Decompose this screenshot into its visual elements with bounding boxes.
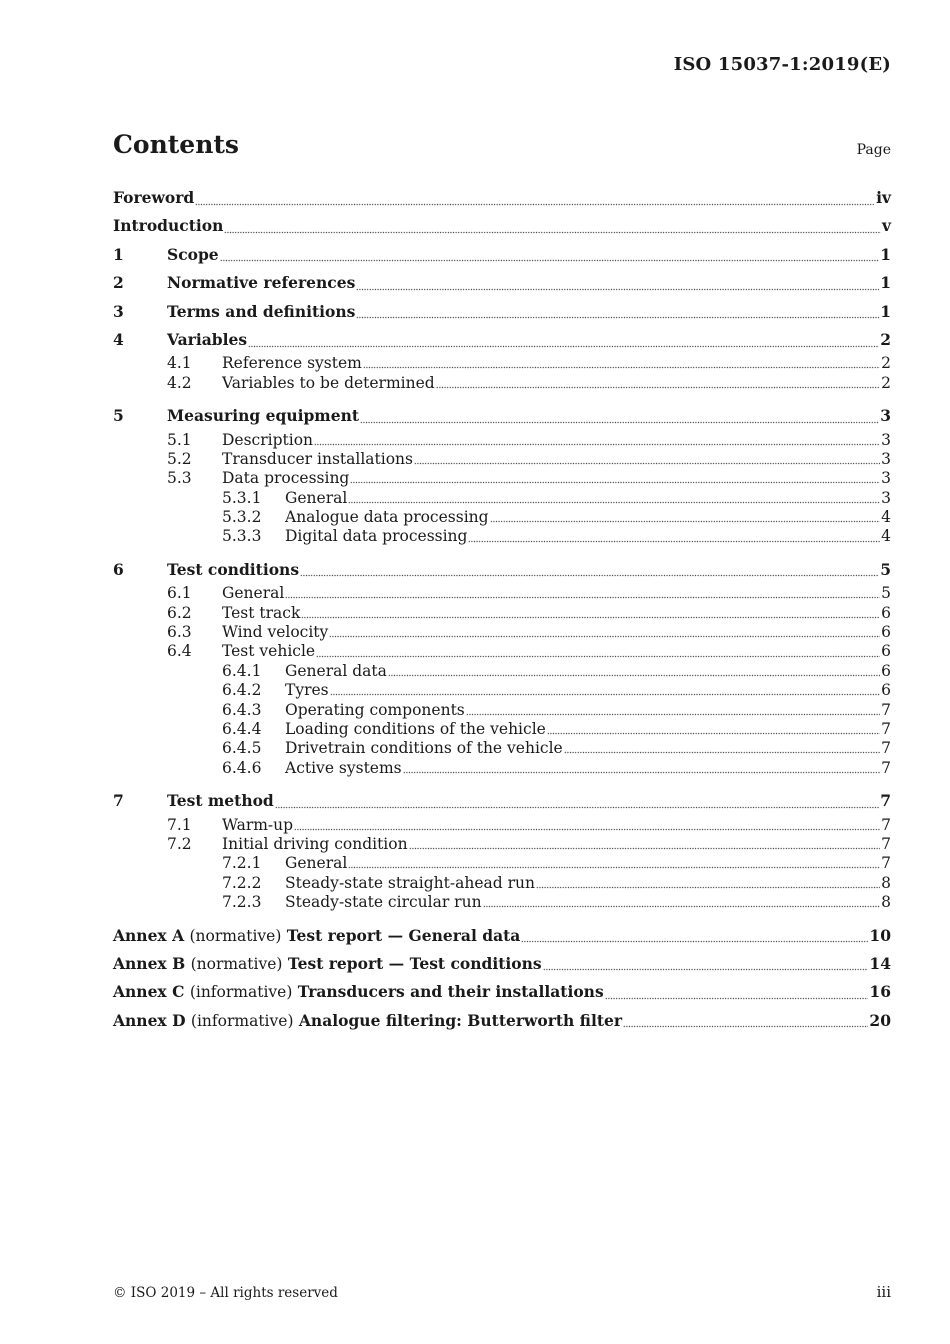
toc-subclause[interactable] [113,374,891,393]
toc-subclause[interactable] [113,759,891,778]
toc-entry-label: Transducer installations [222,449,413,468]
toc-subclause[interactable] [113,508,891,527]
toc-page-number: 8 [881,873,891,892]
toc-entry-label: Test method [167,791,274,811]
toc-subclause[interactable] [113,739,891,758]
toc-subclause-number: 6.4.4 [222,719,262,738]
toc-page-number: 14 [869,953,891,973]
toc-subclause[interactable] [113,489,891,508]
toc-entry-front[interactable] [113,184,891,212]
toc-clause-number: 7 [113,791,124,811]
toc-page-number: 1 [880,244,891,264]
dot-leader [356,298,879,326]
toc-annex[interactable] [113,950,891,978]
toc-clause-number: 3 [113,301,124,321]
toc-entry-label: Test conditions [167,559,300,579]
table-of-contents [113,184,891,1035]
toc-entry-label: Initial driving condition [222,834,408,853]
dot-leader [623,1007,868,1035]
toc-page-number: 7 [881,834,891,853]
toc-clause-number: 1 [113,244,124,264]
toc-entry-label: Variables to be determined [222,373,435,392]
dot-leader [329,623,880,642]
toc-entry-front[interactable] [113,212,891,240]
annex-title: Transducers and their installations [297,982,604,1002]
toc-page-number: 5 [880,559,891,579]
dot-leader [220,241,880,269]
toc-page-number: v [881,216,891,236]
toc-entry-label: Drivetrain conditions of the vehicle [285,739,563,758]
document-id: ISO 15037-1:2019(E) [673,54,891,75]
dot-leader [348,489,880,508]
toc-entry-label: Test vehicle [222,642,316,661]
toc-entry-label: Reference system [222,354,362,373]
toc-annex[interactable] [113,922,891,950]
toc-clause[interactable] [113,241,891,269]
dot-leader [294,816,880,835]
toc-entry-label: Variables [167,329,248,349]
toc-entry-label: Introduction [113,216,224,236]
dot-leader [360,402,879,430]
annex-title: Analogue filtering: Butterworth filter [298,1010,623,1030]
toc-subclause-number: 5.3 [167,469,192,488]
toc-entry-label: Test track [222,603,301,622]
dot-leader [224,212,881,240]
toc-entry-label: General data [285,661,387,680]
annex-title: Test report — General data [286,925,521,945]
toc-entry-label: Measuring equipment [167,406,360,426]
toc-subclause-number: 5.3.2 [222,508,262,527]
toc-entry-label: Foreword [113,188,195,207]
toc-subclause-number: 6.4.5 [222,739,262,758]
toc-page-number: 7 [881,700,891,719]
toc-page-number: 16 [869,982,891,1002]
dot-leader [414,450,880,469]
toc-entry-label: Data processing [222,469,350,488]
toc-subclause-number: 7.2 [167,834,192,853]
dot-leader [350,469,880,488]
toc-entry-label: Scope [167,244,219,264]
dot-leader [564,739,880,758]
dot-leader [436,374,880,393]
toc-page-number: 7 [881,815,891,834]
toc-entry-label: Warm-up [222,815,294,834]
toc-clause[interactable] [113,402,891,430]
toc-subclause-number: 6.2 [167,603,192,622]
toc-entry-label: General [285,854,348,873]
toc-page-number: 7 [880,791,891,811]
toc-page-number: 7 [881,719,891,738]
toc-page-number: 7 [881,739,891,758]
toc-page-number: 3 [880,406,891,426]
toc-page-number: 10 [869,925,891,945]
annex-id: Annex C [113,982,185,1002]
page-title: Contents [113,130,240,159]
toc-page-number: 6 [881,661,891,680]
annex-type: (informative) [189,983,293,1002]
dot-leader [483,893,881,912]
toc-clause[interactable] [113,556,891,584]
toc-subclause-number: 5.3.1 [222,488,262,507]
toc-subclause-number: 5.3.3 [222,527,262,546]
dot-leader [195,184,875,212]
dot-leader [275,787,879,815]
toc-subclause[interactable] [113,431,891,450]
toc-subclause[interactable] [113,642,891,661]
toc-subclause[interactable] [113,527,891,546]
toc-subclause-number: 6.3 [167,623,192,642]
toc-page-number: 20 [869,1010,891,1030]
toc-entry-label: Operating components [285,700,465,719]
toc-entry-label: Normative references [167,273,356,293]
copyright-notice: © ISO 2019 – All rights reserved [113,1285,338,1301]
toc-entry-label: Wind velocity [222,623,329,642]
dot-leader [316,642,880,661]
dot-leader [536,874,880,893]
toc-subclause-number: 4.2 [167,373,192,392]
toc-subclause[interactable] [113,893,891,912]
toc-subclause[interactable] [113,720,891,739]
toc-page-number: 4 [881,508,891,527]
dot-leader [521,922,868,950]
annex-title: Test report — Test conditions [287,953,542,973]
toc-entry-label: Analogue data processing [285,508,489,527]
toc-entry-label: Digital data processing [285,527,468,546]
toc-clause-number: 6 [113,559,124,579]
toc-entry-label: Loading conditions of the vehicle [285,719,546,738]
toc-subclause-number: 7.2.2 [222,873,262,892]
toc-clause-number: 4 [113,329,124,349]
dot-leader [285,584,880,603]
toc-page-number: 1 [880,273,891,293]
toc-subclause-number: 6.1 [167,584,192,603]
page-column-label: Page [856,142,891,158]
page-number: iii [876,1283,891,1301]
toc-page-number: 3 [881,430,891,449]
toc-subclause[interactable] [113,662,891,681]
toc-page-number: 7 [881,854,891,873]
toc-clause[interactable] [113,787,891,815]
toc-subclause[interactable] [113,584,891,603]
toc-clause[interactable] [113,269,891,297]
toc-subclause-number: 4.1 [167,354,192,373]
toc-page-number: iv [876,188,891,207]
toc-subclause[interactable] [113,354,891,373]
toc-page-number: 8 [881,893,891,912]
toc-subclause-number: 6.4 [167,642,192,661]
toc-subclause[interactable] [113,604,891,623]
toc-entry-label: General [222,584,285,603]
dot-leader [403,759,880,778]
toc-page-number: 1 [880,301,891,321]
toc-page-number: 6 [881,603,891,622]
toc-subclause-number: 6.4.1 [222,661,262,680]
dot-leader [466,701,880,720]
annex-type: (normative) [189,926,282,945]
toc-subclause-number: 6.4.2 [222,681,262,700]
toc-entry-label: Description [222,430,314,449]
dot-leader [248,326,879,354]
dot-leader [314,431,880,450]
toc-subclause[interactable] [113,816,891,835]
dot-leader [409,835,881,854]
toc-page-number: 3 [881,449,891,468]
dot-leader [348,854,880,873]
toc-page-number: 7 [881,758,891,777]
toc-entry-label: General [285,488,348,507]
dot-leader [363,354,880,373]
toc-subclause[interactable] [113,469,891,488]
toc-entry-label: Steady-state circular run [285,893,482,912]
toc-subclause[interactable] [113,681,891,700]
toc-entry-label: Terms and definitions [167,301,356,321]
dot-leader [388,662,880,681]
toc-page-number: 2 [881,373,891,392]
dot-leader [547,720,880,739]
annex-id: Annex A [113,925,185,945]
toc-subclause-number: 7.2.1 [222,854,262,873]
toc-entry-label: Steady-state straight-ahead run [285,873,535,892]
toc-page-number: 4 [881,527,891,546]
dot-leader [490,508,881,527]
toc-annex[interactable] [113,1007,891,1035]
toc-clause[interactable] [113,326,891,354]
toc-clause-number: 5 [113,406,124,426]
toc-subclause[interactable] [113,701,891,720]
toc-page-number: 6 [881,681,891,700]
toc-subclause-number: 6.4.6 [222,758,262,777]
toc-subclause-number: 5.2 [167,449,192,468]
toc-subclause[interactable] [113,623,891,642]
toc-page-number: 3 [881,469,891,488]
toc-subclause-number: 7.2.3 [222,893,262,912]
annex-type: (normative) [190,954,283,973]
dot-leader [468,527,880,546]
toc-page-number: 6 [881,642,891,661]
dot-leader [301,604,880,623]
toc-subclause-number: 7.1 [167,815,192,834]
toc-subclause[interactable] [113,835,891,854]
toc-entry-label: Active systems [285,758,402,777]
toc-page-number: 5 [881,584,891,603]
toc-subclause[interactable] [113,450,891,469]
toc-page-number: 6 [881,623,891,642]
toc-subclause-number: 6.4.3 [222,700,262,719]
toc-subclause-number: 5.1 [167,430,192,449]
toc-page-number: 2 [880,329,891,349]
dot-leader [605,978,869,1006]
toc-subclause[interactable] [113,854,891,873]
dot-leader [356,269,879,297]
toc-clause-number: 2 [113,273,124,293]
toc-clause[interactable] [113,298,891,326]
dot-leader [300,556,879,584]
annex-id: Annex D [113,1010,186,1030]
annex-type: (informative) [190,1011,294,1030]
toc-subclause[interactable] [113,874,891,893]
toc-page-number: 2 [881,354,891,373]
dot-leader [330,681,880,700]
toc-entry-label: Tyres [285,681,329,700]
dot-leader [543,950,869,978]
toc-annex[interactable] [113,978,891,1006]
annex-id: Annex B [113,953,186,973]
toc-page-number: 3 [881,488,891,507]
